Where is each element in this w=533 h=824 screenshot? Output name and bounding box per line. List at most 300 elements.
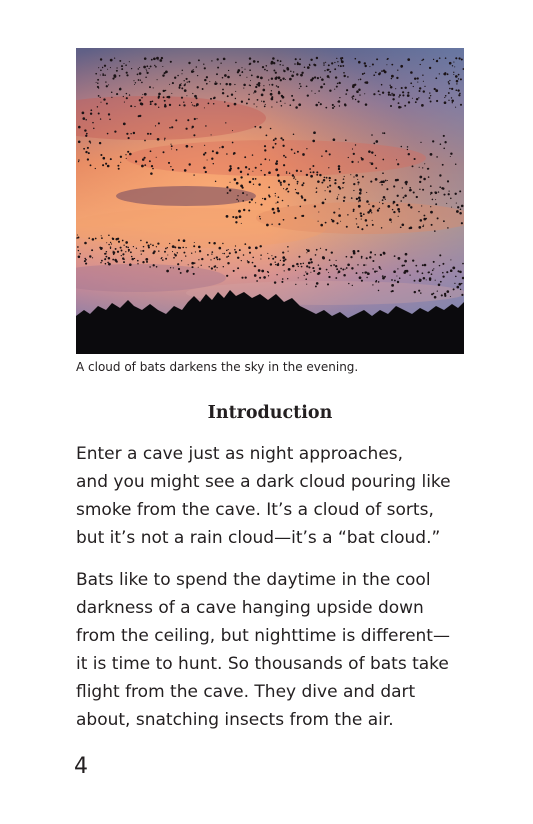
bat-dot — [316, 57, 318, 59]
bat-dot — [417, 82, 418, 83]
bat-dot — [282, 139, 284, 141]
bat-dot — [260, 204, 262, 206]
bat-dot — [398, 257, 401, 260]
bat-dot — [262, 66, 264, 68]
bat-dot — [110, 59, 113, 62]
bat-dot — [219, 247, 222, 250]
bat-dot — [420, 292, 421, 293]
bat-dot — [252, 262, 254, 264]
bat-dot — [398, 96, 400, 98]
bat-dot — [318, 264, 320, 266]
bat-dot — [294, 152, 296, 154]
bat-dot — [359, 94, 360, 95]
bat-dot — [120, 156, 122, 158]
bat-dot — [316, 174, 318, 176]
bat-dot — [375, 281, 377, 283]
bat-dot — [334, 68, 336, 70]
bat-dot — [100, 154, 102, 156]
bat-dot — [396, 77, 398, 79]
bat-dot — [156, 157, 157, 158]
bat-dot — [316, 249, 318, 251]
bat-dot — [432, 140, 434, 142]
bat-dot — [336, 260, 337, 261]
bat-dot — [277, 263, 280, 266]
bat-dot — [352, 285, 353, 286]
bat-dot — [336, 198, 338, 200]
bat-dot — [336, 222, 338, 224]
bat-dot — [418, 97, 419, 98]
bat-dot — [338, 214, 341, 217]
bat-dot — [459, 93, 461, 95]
bat-dot — [275, 138, 277, 140]
bat-dot — [457, 270, 459, 272]
bat-dot — [459, 271, 462, 274]
bat-dot — [329, 89, 331, 91]
bat-dot — [242, 192, 244, 194]
bat-dot — [381, 70, 383, 72]
bat-dot — [188, 81, 190, 83]
bat-dot — [435, 192, 438, 195]
bat-dot — [213, 242, 216, 245]
bat-dot — [316, 282, 319, 285]
bat-dot — [202, 88, 204, 90]
bat-dot — [183, 104, 185, 106]
bat-dot — [410, 206, 412, 208]
bat-dot — [331, 62, 333, 64]
bat-dot — [378, 73, 380, 75]
bat-dot — [414, 77, 416, 79]
bat-dot — [88, 237, 90, 239]
bat-dot — [399, 277, 401, 279]
bat-dot — [306, 273, 308, 275]
bat-dot — [329, 177, 331, 179]
bat-dot — [438, 284, 441, 287]
bat-dot — [461, 59, 463, 61]
bat-dot — [268, 272, 270, 274]
bat-dot — [103, 98, 105, 100]
bat-dot — [241, 101, 243, 103]
bat-dot — [283, 155, 285, 157]
bat-dot — [102, 74, 104, 76]
bat-dot — [439, 186, 441, 188]
bat-dot — [122, 253, 124, 255]
bat-dot — [261, 101, 262, 102]
bat-dot — [258, 82, 261, 85]
bat-dot — [98, 95, 100, 97]
bat-dot — [141, 254, 142, 255]
bat-dot — [276, 102, 277, 103]
bat-dot — [253, 92, 254, 93]
bat-dot — [339, 82, 340, 83]
bat-dot — [422, 264, 424, 266]
bat-dot — [126, 97, 128, 99]
bat-dot — [192, 93, 193, 94]
bat-dot — [138, 79, 140, 81]
bat-dot — [90, 113, 92, 115]
bat-dot — [181, 83, 182, 84]
bat-dot — [165, 258, 167, 260]
bat-dot — [378, 90, 380, 92]
bat-dot — [273, 70, 275, 72]
bat-dot — [455, 276, 457, 278]
bat-dot — [99, 247, 101, 249]
bat-dot — [283, 164, 285, 166]
bat-dot — [272, 208, 275, 211]
bat-dot — [164, 104, 166, 106]
bat-dot — [403, 271, 406, 274]
bat-dot — [368, 204, 369, 205]
bat-dot — [268, 258, 270, 260]
bat-dot — [317, 180, 320, 183]
bat-dot — [139, 72, 142, 75]
bat-dot — [133, 246, 134, 247]
bat-dot — [343, 75, 345, 77]
bat-dot — [213, 163, 214, 164]
bat-dot — [424, 264, 427, 267]
bat-dot — [123, 63, 124, 64]
bat-dot — [208, 266, 209, 267]
bat-dot — [422, 272, 424, 274]
bat-dot — [396, 179, 398, 181]
bat-dot — [412, 165, 414, 167]
bat-dot — [364, 73, 366, 75]
bat-dot — [123, 96, 124, 97]
bat-dot — [92, 122, 94, 124]
bat-dot — [413, 191, 415, 193]
bat-dot — [187, 81, 188, 82]
bat-dot — [84, 258, 86, 260]
bat-dot — [435, 89, 438, 92]
bat-dot — [337, 272, 338, 273]
bat-dot — [346, 89, 348, 91]
bat-dot — [430, 185, 432, 187]
bat-dot — [315, 104, 318, 107]
bat-dot — [280, 60, 282, 62]
bat-dot — [206, 83, 208, 85]
bat-dot — [393, 185, 395, 187]
bat-dot — [259, 216, 260, 217]
bat-dot — [265, 104, 266, 105]
bat-dot — [191, 253, 192, 254]
bat-dot — [203, 64, 204, 65]
bat-dot — [229, 252, 231, 254]
bat-dot — [209, 81, 210, 82]
bat-dot — [98, 112, 100, 114]
bat-dot — [248, 209, 250, 211]
bat-dot — [335, 277, 337, 279]
bat-dot — [370, 162, 371, 163]
bat-dot — [321, 78, 324, 81]
bat-dot — [302, 153, 305, 156]
bat-dot — [107, 69, 108, 70]
bat-dot — [237, 71, 239, 73]
bat-dot — [367, 273, 369, 275]
bat-dot — [235, 62, 236, 63]
bat-dot — [416, 196, 418, 198]
bat-dot — [362, 272, 364, 274]
bat-dot — [344, 182, 345, 183]
bat-dot — [407, 92, 409, 94]
bat-dot — [391, 222, 392, 223]
bat-dot — [323, 62, 325, 64]
bat-dot — [146, 241, 148, 243]
bat-dot — [450, 269, 453, 272]
bat-dot — [336, 86, 338, 88]
bat-dot — [235, 98, 236, 99]
bat-dot — [302, 215, 304, 217]
bat-dot — [237, 195, 238, 196]
bat-dot — [131, 256, 133, 258]
bat-dot — [211, 134, 212, 135]
bat-dot — [119, 75, 121, 77]
bat-dot — [139, 67, 140, 68]
bat-dot — [143, 66, 146, 69]
bat-dot — [282, 278, 284, 280]
bat-dot — [356, 198, 358, 200]
bat-dot — [184, 84, 186, 86]
bat-dot — [443, 263, 444, 264]
bat-dot — [179, 104, 181, 106]
bat-dot — [204, 79, 206, 81]
bat-dot — [204, 145, 205, 146]
bat-dot — [264, 158, 266, 160]
bat-dot — [430, 192, 432, 194]
bat-dot — [320, 77, 321, 78]
bat-dot — [382, 180, 385, 183]
bat-dot — [395, 88, 396, 89]
bat-dot — [210, 259, 211, 260]
bat-dot — [219, 258, 221, 260]
bat-dot — [423, 81, 424, 82]
bat-dot — [277, 60, 279, 62]
bat-dot — [357, 226, 359, 228]
bat-dot — [255, 202, 256, 203]
bat-dot — [77, 236, 79, 238]
bat-dot — [401, 223, 404, 226]
bat-dot — [460, 78, 462, 80]
bat-dot — [397, 70, 398, 71]
bat-dot — [325, 249, 327, 251]
bat-dot — [386, 64, 387, 65]
bat-dot — [408, 101, 410, 103]
bat-dot — [186, 78, 188, 80]
bat-dot — [167, 247, 168, 248]
bat-dot — [423, 90, 425, 92]
bat-dot — [358, 161, 359, 162]
bat-dot — [391, 64, 393, 66]
bat-dot — [237, 257, 239, 259]
bat-dot — [118, 241, 120, 243]
bat-dot — [329, 71, 331, 73]
bat-dot — [186, 270, 188, 272]
bat-dot — [301, 195, 303, 197]
bat-dot — [178, 239, 180, 241]
bat-dot — [139, 99, 141, 101]
bat-dot — [260, 218, 261, 219]
bat-dot — [211, 267, 213, 269]
bat-dot — [352, 84, 355, 87]
bat-dot — [360, 215, 362, 217]
bat-dot — [343, 200, 345, 202]
bat-dot — [255, 178, 257, 180]
bat-dot — [443, 148, 445, 150]
bat-dot — [282, 145, 284, 147]
bat-dot — [254, 274, 257, 277]
bat-dot — [371, 134, 373, 136]
bat-dot — [238, 210, 241, 213]
bat-dot — [343, 178, 345, 180]
bat-dot — [277, 201, 279, 203]
bat-dot — [383, 196, 386, 199]
bat-dot — [268, 275, 269, 276]
bat-dot — [188, 62, 190, 64]
bat-dot — [106, 251, 107, 252]
bat-dot — [448, 83, 450, 85]
bat-dot — [186, 145, 189, 148]
bat-dot — [244, 69, 245, 70]
bat-dot — [281, 105, 283, 107]
bat-dot — [382, 199, 384, 201]
bat-dot — [299, 83, 301, 85]
bat-dot — [169, 127, 171, 129]
bat-dot — [282, 256, 285, 259]
bat-dot — [224, 253, 226, 255]
bat-dot — [140, 250, 141, 251]
bat-dot — [351, 96, 353, 98]
bat-dot — [446, 203, 447, 204]
bat-dot — [358, 196, 361, 199]
bat-dot — [366, 257, 368, 259]
bat-dot — [196, 118, 197, 119]
bat-dot — [374, 271, 376, 273]
bat-dot — [249, 57, 251, 59]
bat-dot — [386, 188, 388, 190]
bat-dot — [440, 281, 442, 283]
bat-dot — [110, 242, 111, 243]
bat-dot — [95, 73, 97, 75]
bat-dot — [310, 59, 312, 61]
bat-dot — [224, 58, 226, 60]
bat-dot — [85, 135, 87, 137]
bat-dot — [340, 65, 342, 67]
bat-dot — [191, 146, 193, 148]
bat-dot — [356, 223, 357, 224]
bat-dot — [306, 148, 307, 149]
bat-dot — [316, 187, 318, 189]
bat-dot — [162, 259, 164, 261]
bat-dot — [308, 262, 311, 265]
bat-dot — [235, 221, 237, 223]
bat-dot — [362, 73, 364, 75]
bat-dot — [420, 64, 421, 65]
bat-dot — [171, 145, 173, 147]
bat-dot — [97, 82, 98, 83]
bat-dot — [249, 252, 251, 254]
bat-dot — [166, 96, 168, 98]
bat-dot — [174, 77, 176, 79]
bat-dot — [288, 268, 291, 271]
bat-dot — [327, 283, 329, 285]
bat-dot — [339, 105, 340, 106]
bat-dot — [446, 290, 449, 293]
bat-dot — [78, 141, 81, 144]
paragraph-line: about, snatching insects from the air. — [76, 710, 394, 730]
bat-dot — [235, 251, 237, 253]
bat-dot — [214, 258, 216, 260]
bat-dot — [299, 88, 300, 89]
bat-dot — [298, 266, 299, 267]
bat-dot — [226, 256, 228, 258]
bat-dot — [156, 57, 159, 60]
bat-dot — [283, 69, 284, 70]
bat-dot — [138, 115, 140, 117]
bat-dot — [198, 246, 201, 249]
bat-dot — [412, 259, 414, 261]
bat-dot — [309, 168, 311, 170]
bat-dot — [358, 88, 360, 90]
bat-dot — [129, 263, 132, 266]
bat-dot — [333, 264, 335, 266]
bat-dot — [456, 80, 459, 83]
bat-dot — [301, 184, 303, 186]
bat-dot — [141, 165, 144, 168]
bat-dot — [233, 270, 235, 272]
bat-dot — [334, 89, 335, 90]
bat-dot — [276, 274, 277, 275]
bat-dot — [273, 139, 275, 141]
bat-dot — [414, 158, 416, 160]
bat-dot — [344, 176, 345, 177]
bat-dot — [234, 178, 237, 181]
bat-dot — [197, 86, 199, 88]
bat-dot — [429, 67, 431, 69]
bat-dot — [296, 170, 298, 172]
bat-dot — [429, 279, 431, 281]
bat-dot — [358, 61, 361, 64]
bat-dot — [431, 293, 433, 295]
bat-dot — [172, 169, 174, 171]
bat-dot — [352, 148, 353, 149]
bat-dot — [375, 155, 376, 156]
bat-dot — [454, 66, 455, 67]
bat-dot — [282, 95, 284, 97]
bat-dot — [111, 91, 113, 93]
bat-dot — [296, 263, 298, 265]
bat-dot — [450, 296, 451, 297]
bat-dot — [228, 255, 230, 257]
bat-dot — [402, 94, 404, 96]
bat-dot — [119, 60, 121, 62]
bat-dot — [365, 219, 368, 222]
bat-dot — [439, 174, 441, 176]
bat-dot — [319, 174, 321, 176]
bat-dot — [256, 280, 258, 282]
bat-dot — [247, 260, 248, 261]
bat-dot — [127, 151, 129, 153]
bat-dot — [378, 281, 380, 283]
bat-dot — [261, 94, 264, 97]
bat-dot — [275, 193, 276, 194]
bat-dot — [353, 252, 356, 255]
bat-dot — [271, 98, 274, 101]
bat-dot — [289, 78, 292, 81]
bat-dot — [298, 277, 299, 278]
bat-dot — [387, 180, 388, 181]
bat-dot — [215, 181, 216, 182]
bat-dot — [299, 58, 301, 60]
bat-dot — [280, 137, 282, 139]
bat-dot — [357, 264, 358, 265]
